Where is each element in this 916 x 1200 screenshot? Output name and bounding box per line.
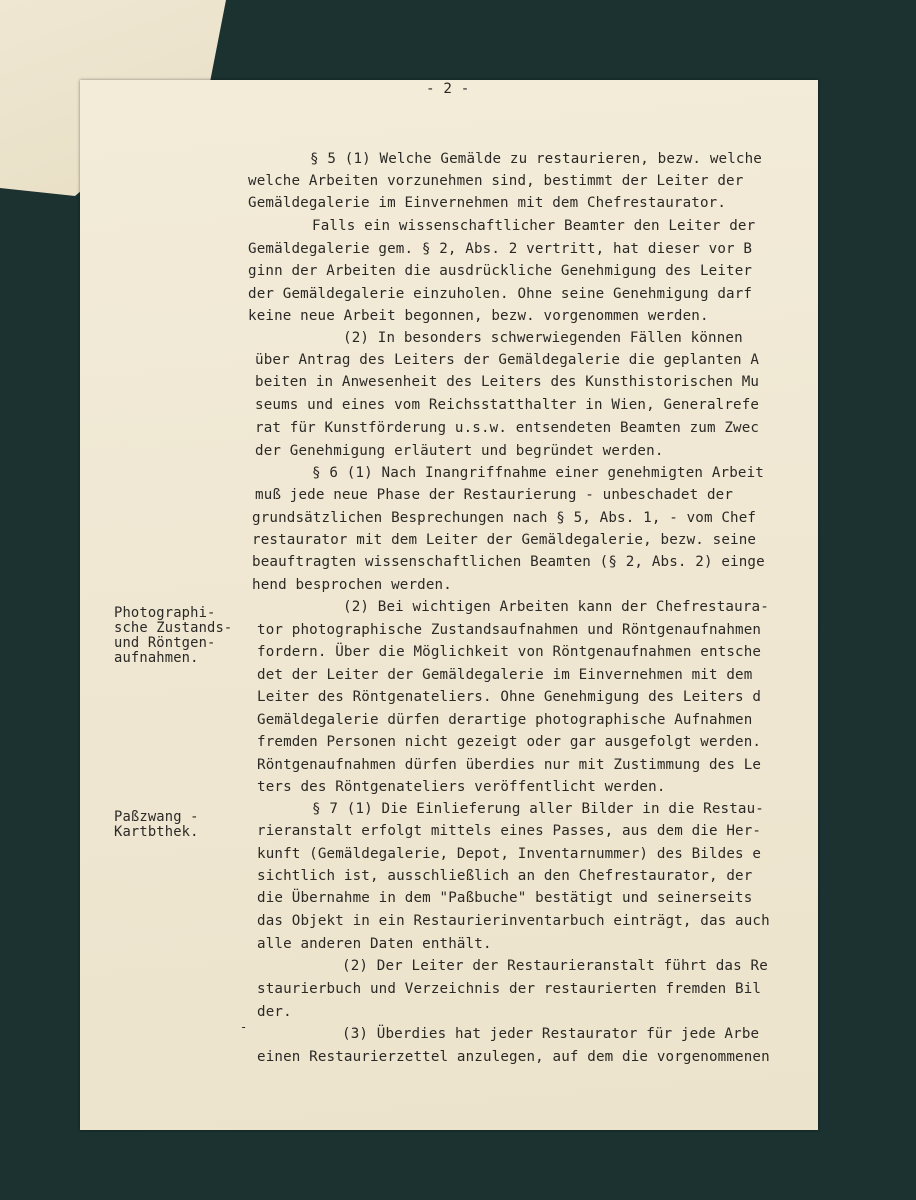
margin-note: aufnahmen. [114,650,199,666]
body-text-line: ginn der Arbeiten die ausdrückliche Genehmigung des Leiter [248,263,753,279]
body-text-line: fremden Personen nicht gezeigt oder gar ausgefolgt werden. [257,734,762,750]
body-text-line: rat für Kunstförderung u.s.w. entsendeten Beamten zum Zwec [255,420,760,436]
margin-note: Kartbthek. [114,824,199,840]
stray-dash-mark: - [240,1020,248,1034]
body-text-line: hend besprochen werden. [252,577,452,593]
margin-note: und Röntgen- [114,635,216,651]
body-text-line: Leiter des Röntgenateliers. Ohne Genehmigung des Leiters d [257,689,762,705]
body-text-line: tor photographische Zustandsaufnahmen und Röntgenaufnahmen [257,622,762,638]
body-text-line: (2) Bei wichtigen Arbeiten kann der Chefrestaura- [343,599,769,615]
body-text-line: welche Arbeiten vorzunehmen sind, bestimmt der Leiter der [248,173,744,189]
body-text-line: alle anderen Daten enthält. [257,936,492,952]
body-text-line: det der Leiter der Gemäldegalerie im Einvernehmen mit dem [257,667,753,683]
body-text-line: sichtlich ist, ausschließlich an den Chefrestaurator, der [257,868,753,884]
body-text-line: Röntgenaufnahmen dürfen überdies nur mit Zustimmung des Le [257,757,762,773]
body-text-line: seums und eines vom Reichsstatthalter in Wien, Generalrefe [255,397,760,413]
body-text-line: staurierbuch und Verzeichnis der restaurierten fremden Bil [257,981,762,997]
body-text-line: § 6 (1) Nach Inangriffnahme einer genehmigten Arbeit [312,465,764,481]
body-text-line: (2) Der Leiter der Restaurieranstalt führt das Re [342,958,768,974]
body-text-line: (3) Überdies hat jeder Restaurator für jede Arbe [342,1026,760,1042]
body-text-line: die Übernahme in dem "Paßbuche" bestätigt und seinerseits [257,890,753,906]
body-text-line: Gemäldegalerie dürfen derartige photographische Aufnahmen [257,712,753,728]
body-text-line: beauftragten wissenschaftlichen Beamten (§ 2, Abs. 2) einge [252,554,765,570]
body-text-line: der Gemäldegalerie einzuholen. Ohne seine Genehmigung darf [248,286,753,302]
body-text-line: der. [257,1004,292,1020]
body-text-line: Gemäldegalerie im Einvernehmen mit dem Chefrestaurator. [248,195,727,211]
body-text-line: § 7 (1) Die Einlieferung aller Bilder in die Restau- [312,801,764,817]
body-text-line: muß jede neue Phase der Restaurierung - unbeschadet der [255,487,734,503]
body-text-line: § 5 (1) Welche Gemälde zu restaurieren, bezw. welche [310,151,762,167]
body-text-line: beiten in Anwesenheit des Leiters des Kunsthistorischen Mu [255,374,760,390]
body-text-line: über Antrag des Leiters der Gemäldegalerie die geplanten A [255,352,760,368]
body-text-line: rieranstalt erfolgt mittels eines Passes, aus dem die Her- [257,823,762,839]
body-text-line: Gemäldegalerie gem. § 2, Abs. 2 vertritt, hat dieser vor B [248,241,753,257]
typewritten-page [80,80,818,1130]
body-text-line: der Genehmigung erläutert und begründet werden. [255,443,664,459]
body-text-line: grundsätzlichen Besprechungen nach § 5, Abs. 1, - vom Chef [252,510,757,526]
margin-note: Paßzwang - [114,809,199,825]
body-text-line: (2) In besonders schwerwiegenden Fällen können [343,330,743,346]
body-text-line: keine neue Arbeit begonnen, bezw. vorgenommen werden. [248,308,709,324]
body-text-line: restaurator mit dem Leiter der Gemäldegalerie, bezw. seine [252,532,757,548]
page-number: - 2 - [426,81,470,97]
margin-note: Photographi- [114,605,216,621]
body-text-line: einen Restaurierzettel anzulegen, auf dem die vorgenommenen [257,1049,770,1065]
margin-note: sche Zustands- [114,620,233,636]
body-text-line: fordern. Über die Möglichkeit von Röntgenaufnahmen entsche [257,644,762,660]
body-text-line: Falls ein wissenschaftlicher Beamter den Leiter der [312,218,756,234]
body-text-line: das Objekt in ein Restaurierinventarbuch einträgt, das auch [257,913,770,929]
body-text-line: ters des Röntgenateliers veröffentlicht werden. [257,779,666,795]
body-text-line: kunft (Gemäldegalerie, Depot, Inventarnummer) des Bildes e [257,846,762,862]
